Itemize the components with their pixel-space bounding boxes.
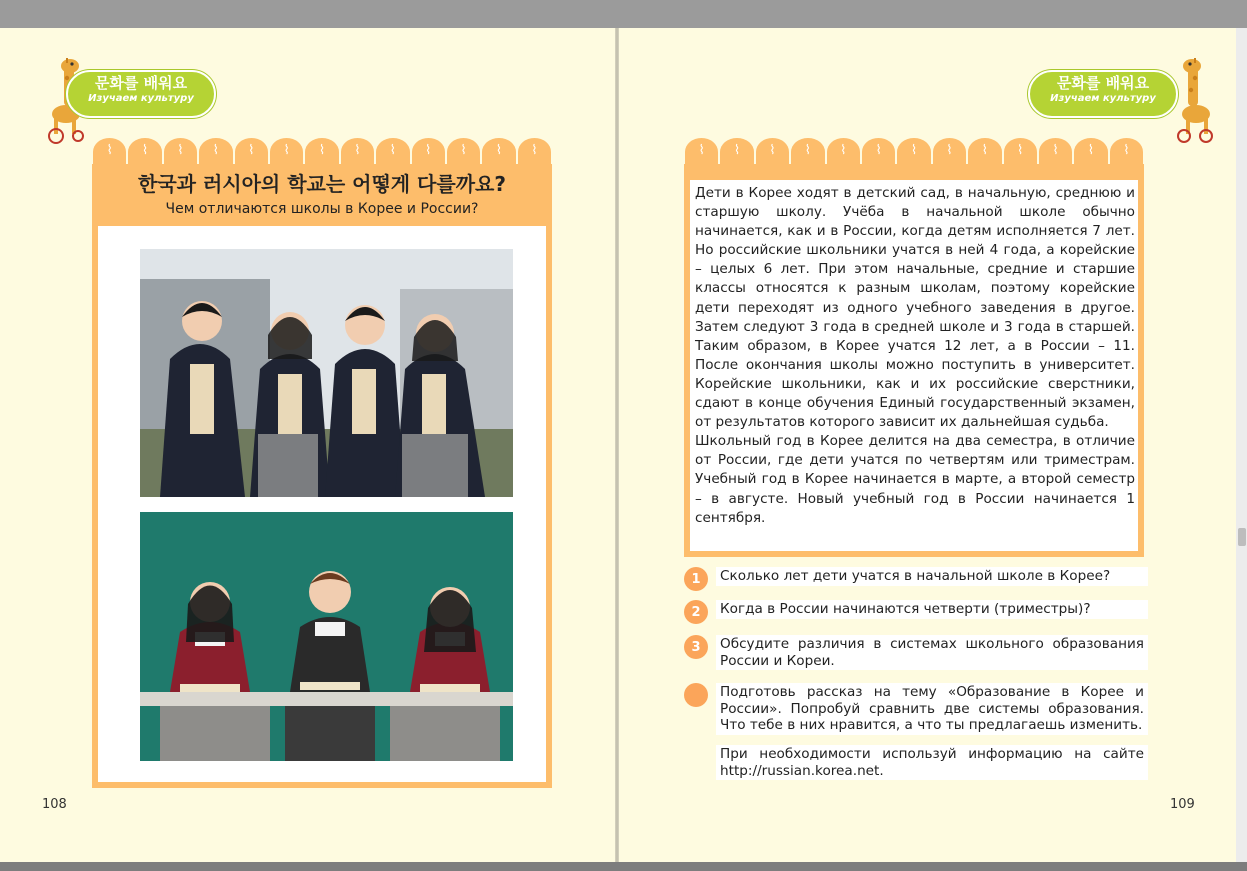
- viewer-top-bar: [0, 0, 1247, 28]
- page-number-left: 108: [42, 797, 67, 812]
- task-hint-text: При необходимости используй информацию на сайте http://russian.korea.net.: [716, 745, 1148, 780]
- article-body: [695, 184, 1135, 528]
- article-paragraph-2: Школьный год в Корее делится на два семестра, в отличие от России, где дети учатся по четвертям или триместрам. Учебный год в Корее начинается в марте, а второй семестр – в августе. Новый учебный год в России начинается 1 сентября.: [695, 433, 1135, 526]
- badge-title-korean: 문화를 배워요: [94, 74, 188, 92]
- task-hint-block: [684, 745, 1148, 780]
- badge-title-russian: Изучаем культуру: [88, 93, 194, 104]
- page-title-korean: 한국과 러시아의 학교는 어떻게 다를까요?: [138, 172, 506, 196]
- question-number-badge: 2: [684, 600, 708, 624]
- task-block: [684, 683, 1148, 735]
- article-paragraph-1: Дети в Корее ходят в детский сад, в начальную, среднюю и старшую школу. Учёба в начальной школе обычно начинается, как и в России, когда детям исполняется 7 лет. Но российские школьники учатся в ней 4 года, а корейские – целых 6 лет. При этом начальные, средние и старшие классы относятся к разным школам, поэтому корейские дети переходят из одного учебного заведения в другое. Затем следуют 3 года в средней школе и 3 года в старшей. Таким образом, в Корее учатся 12 лет, а в России – 11. После окончания школы можно поступить в университет. Корейские школьники, как и их российские сверстники, сдают в конце обучения Единый государственный экзамен, от результатов которого зависит их дальнейшая судьба.: [695, 185, 1135, 431]
- photo-students-outdoors: [140, 249, 513, 497]
- scalloped-header-right: [684, 138, 1144, 166]
- question-number-badge: 3: [684, 635, 708, 659]
- task-bullet-icon: [684, 683, 708, 707]
- scalloped-header-left: [92, 138, 552, 166]
- badge-title-korean: 문화를 배워요: [1056, 74, 1150, 92]
- badge-title-russian: Изучаем культуру: [1050, 93, 1156, 104]
- vertical-scrollbar[interactable]: [1236, 28, 1247, 862]
- giraffe-icon: [1168, 58, 1220, 144]
- culture-badge-left: [48, 64, 216, 120]
- question-3: [684, 635, 1148, 670]
- page-number-right: 109: [1170, 797, 1195, 812]
- task-text: Подготовь рассказ на тему «Образование в Корее и России». Попробуй сравнить две системы образования. Что тебе в них нравится, а что ты предлагаешь изменить.: [716, 683, 1148, 735]
- viewer-bottom-bar: [0, 862, 1247, 871]
- question-text: Обсудите различия в системах школьного образования России и Кореи.: [716, 635, 1148, 670]
- page-title-russian: Чем отличаются школы в Корее и России?: [165, 201, 479, 217]
- question-text: Когда в России начинаются четверти (триместры)?: [716, 600, 1148, 619]
- question-1: [684, 567, 1148, 591]
- question-2: [684, 600, 1148, 624]
- question-text: Сколько лет дети учатся в начальной школе в Корее?: [716, 567, 1148, 586]
- scrollbar-thumb[interactable]: [1238, 528, 1246, 546]
- question-number-badge: 1: [684, 567, 708, 591]
- photo-students-classroom: [140, 512, 513, 761]
